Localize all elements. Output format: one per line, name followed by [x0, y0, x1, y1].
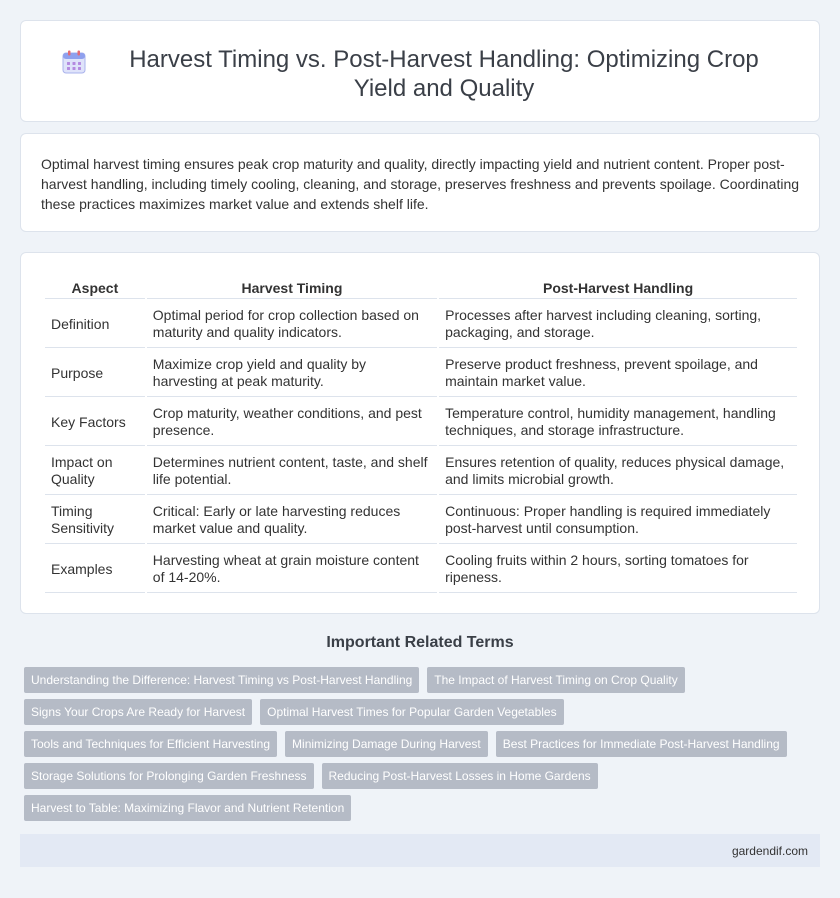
related-terms-list	[24, 667, 804, 827]
harvest-timing-cell: Determines nutrient content, taste, and shelf life potential.	[147, 448, 437, 495]
related-term-link[interactable]: Harvest to Table: Maximizing Flavor and Nutrient Retention	[24, 795, 351, 821]
harvest-timing-cell: Optimal period for crop collection based on maturity and quality indicators.	[147, 301, 437, 348]
harvest-timing-cell: Harvesting wheat at grain moisture content of 14-20%.	[147, 546, 437, 593]
comparison-table	[43, 273, 799, 595]
related-term-link[interactable]: Minimizing Damage During Harvest	[285, 731, 488, 757]
table-row	[45, 301, 797, 348]
calendar-icon	[61, 49, 87, 75]
post-harvest-cell: Continuous: Proper handling is required immediately post-harvest until consumption.	[439, 497, 797, 544]
related-term-link[interactable]: Understanding the Difference: Harvest Timing vs Post-Harvest Handling	[24, 667, 419, 693]
post-harvest-cell: Preserve product freshness, prevent spoilage, and maintain market value.	[439, 350, 797, 397]
row-aspect-cell: Timing Sensitivity	[45, 497, 145, 544]
column-header-aspect: Aspect	[45, 275, 145, 299]
row-aspect-cell: Examples	[45, 546, 145, 593]
table-row	[45, 350, 797, 397]
row-aspect-cell: Purpose	[45, 350, 145, 397]
harvest-timing-cell: Crop maturity, weather conditions, and pest presence.	[147, 399, 437, 446]
footer-site-name: gardendif.com	[731, 843, 808, 858]
post-harvest-cell: Processes after harvest including cleaning, sorting, packaging, and storage.	[439, 301, 797, 348]
post-harvest-cell: Temperature control, humidity management, handling techniques, and storage infrastructure.	[439, 399, 797, 446]
harvest-timing-cell: Maximize crop yield and quality by harvesting at peak maturity.	[147, 350, 437, 397]
post-harvest-cell: Ensures retention of quality, reduces physical damage, and limits microbial growth.	[439, 448, 797, 495]
related-terms-heading: Important Related Terms	[326, 634, 514, 651]
row-aspect-cell: Key Factors	[45, 399, 145, 446]
harvest-timing-cell: Critical: Early or late harvesting reduces market value and quality.	[147, 497, 437, 544]
column-header-post-harvest-handling: Post-Harvest Handling	[439, 275, 797, 299]
footer	[20, 834, 820, 867]
comparison-table-card	[20, 252, 820, 614]
related-term-link[interactable]: The Impact of Harvest Timing on Crop Quality	[427, 667, 684, 693]
table-row	[45, 399, 797, 446]
table-header-row	[45, 275, 797, 299]
summary-text: Optimal harvest timing ensures peak crop maturity and quality, directly impacting yield and nutrient content. Proper post-harvest handling, including timely cooling, cleaning, and storage, preserves freshness and prevents spoilage. Coordinating these practices maximizes market value and extends shelf life.	[41, 156, 800, 212]
header-card	[20, 20, 820, 122]
table-row	[45, 546, 797, 593]
related-term-link[interactable]: Best Practices for Immediate Post-Harvest Handling	[496, 731, 787, 757]
related-term-link[interactable]: Tools and Techniques for Efficient Harvesting	[24, 731, 277, 757]
row-aspect-cell: Definition	[45, 301, 145, 348]
related-term-link[interactable]: Signs Your Crops Are Ready for Harvest	[24, 699, 252, 725]
table-row	[45, 448, 797, 495]
summary-card	[20, 133, 820, 232]
post-harvest-cell: Cooling fruits within 2 hours, sorting tomatoes for ripeness.	[439, 546, 797, 593]
related-term-link[interactable]: Optimal Harvest Times for Popular Garden Vegetables	[260, 699, 563, 725]
related-term-link[interactable]: Storage Solutions for Prolonging Garden Freshness	[24, 763, 314, 789]
page-title: Harvest Timing vs. Post-Harvest Handling: Optimizing Crop Yield and Quality	[129, 46, 759, 102]
column-header-harvest-timing: Harvest Timing	[147, 275, 437, 299]
related-term-link[interactable]: Reducing Post-Harvest Losses in Home Gardens	[322, 763, 598, 789]
table-row	[45, 497, 797, 544]
row-aspect-cell: Impact on Quality	[45, 448, 145, 495]
